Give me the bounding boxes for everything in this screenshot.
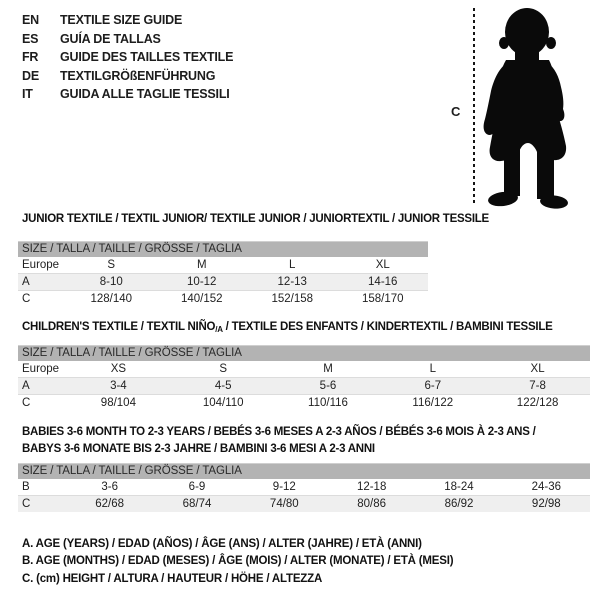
baby-silhouette-icon	[481, 4, 597, 210]
lang-row-de	[22, 67, 233, 86]
table-cell: L	[429, 363, 436, 375]
table-cell: XL	[375, 259, 390, 271]
lang-title: GUÍA DE TALLAS	[60, 31, 161, 46]
table-cell: 12-13	[277, 275, 307, 288]
row-label: C	[22, 498, 31, 510]
size-header-band: SIZE / TALLA / TAILLE / GRÖSSE / TAGLIA	[18, 241, 428, 257]
table-cell: 3-4	[110, 379, 127, 392]
table-row-age	[18, 274, 428, 291]
table-cell: 9-12	[272, 481, 296, 493]
lang-title: TEXTILE SIZE GUIDE	[60, 13, 183, 27]
lang-title: GUIDA ALLE TAGLIE TESSILI	[60, 87, 230, 102]
legend-age-years: A. AGE (YEARS) / EDAD (AÑOS) / ÂGE (ANS) / ALTER (JAHRE) / ETÀ (ANNI)	[22, 538, 422, 550]
lang-code: DE	[22, 68, 39, 83]
lang-code: EN	[22, 13, 39, 27]
lang-title: TEXTILGRÖßENFÜHRUNG	[60, 68, 216, 83]
legend	[22, 536, 453, 588]
table-cell: M	[323, 363, 333, 375]
table-cell: 128/140	[90, 292, 133, 305]
row-label: Europe	[22, 363, 60, 375]
babies-title-line2: BABYS 3-6 MONATE BIS 2-3 JAHRE / BAMBINI 3-6 MESI A 2-3 ANNI	[22, 442, 375, 455]
table-cell: 8-10	[99, 275, 123, 288]
table-row-height	[18, 290, 428, 307]
lang-row-en	[22, 11, 233, 30]
table-cell: 62/68	[95, 498, 125, 510]
table-row-age	[18, 378, 590, 395]
table-cell: 24-36	[531, 481, 562, 493]
lang-code: IT	[22, 87, 33, 102]
table-cell: 18-24	[444, 481, 474, 493]
children-size-table	[18, 345, 590, 411]
table-cell: M	[196, 259, 207, 271]
table-cell: 6-7	[424, 379, 442, 392]
table-cell: 68/74	[182, 498, 212, 510]
table-cell: 12-18	[356, 481, 387, 493]
row-label: Europe	[22, 259, 60, 271]
table-cell: S	[219, 363, 228, 375]
row-label: B	[22, 481, 30, 493]
table-cell: 140/152	[180, 292, 223, 305]
language-title-block	[22, 11, 233, 104]
junior-size-table	[18, 241, 428, 307]
row-label: A	[22, 379, 30, 392]
table-cell: 158/170	[361, 292, 404, 305]
table-cell: 98/104	[100, 396, 136, 409]
row-label: A	[22, 275, 30, 288]
title-text: / TEXTILE DES ENFANTS / KINDERTEXTIL / BAMBINI TESSILE	[222, 321, 553, 333]
height-marker-label: C	[451, 104, 461, 119]
lang-code: ES	[22, 31, 39, 46]
table-cell: 122/128	[516, 396, 559, 409]
table-cell: 74/80	[269, 498, 299, 510]
lang-code: FR	[22, 50, 39, 65]
table-cell: 104/110	[202, 396, 244, 409]
height-measure-dashed-line	[473, 8, 475, 206]
table-cell: 86/92	[444, 498, 474, 510]
table-cell: 14-16	[368, 275, 398, 288]
table-cell: L	[289, 259, 296, 271]
children-table-title	[22, 321, 553, 334]
table-cell: 5-6	[319, 379, 337, 392]
babies-title-line1: BABIES 3-6 MONTH TO 2-3 YEARS / BEBÉS 3-6 MESES A 2-3 AÑOS / BÉBÉS 3-6 MOIS À 2-3 ANS /	[22, 426, 536, 438]
table-cell: 80/86	[357, 498, 387, 510]
table-row-height	[18, 496, 590, 513]
table-cell: 110/116	[308, 396, 348, 409]
table-row-europe	[18, 257, 428, 274]
lang-row-es	[22, 30, 233, 49]
legend-height: C. (cm) HEIGHT / ALTURA / HAUTEUR / HÖHE / ALTEZZA	[22, 572, 323, 585]
lang-row-fr	[22, 48, 233, 67]
table-cell: XL	[530, 363, 545, 375]
lang-row-it	[22, 85, 233, 104]
table-cell: 3-6	[101, 481, 118, 493]
table-cell: 4-5	[214, 379, 232, 392]
babies-table-title	[22, 424, 536, 457]
row-label: C	[22, 396, 31, 409]
table-row-europe	[18, 361, 590, 378]
title-text: CHILDREN'S TEXTILE / TEXTIL NIÑO	[22, 321, 216, 333]
table-cell: 116/122	[412, 396, 454, 409]
table-row-height	[18, 394, 590, 411]
table-cell: S	[107, 259, 116, 271]
size-header-band: SIZE / TALLA / TAILLE / GRÖSSE / TAGLIA	[18, 345, 590, 361]
table-cell: 10-12	[187, 275, 217, 288]
lang-title: GUIDE DES TAILLES TEXTILE	[60, 50, 234, 65]
title-subscript: /A	[215, 325, 223, 334]
junior-table-title: JUNIOR TEXTILE / TEXTIL JUNIOR/ TEXTILE JUNIOR / JUNIORTEXTIL / JUNIOR TESSILE	[22, 213, 489, 225]
row-label: C	[22, 292, 31, 305]
table-cell: 152/158	[271, 292, 314, 305]
legend-age-months: B. AGE (MONTHS) / EDAD (MESES) / ÂGE (MOIS) / ALTER (MONATE) / ETÀ (MESI)	[22, 555, 454, 568]
size-header-band: SIZE / TALLA / TAILLE / GRÖSSE / TAGLIA	[18, 463, 590, 479]
table-cell: XS	[110, 363, 127, 375]
table-row-age-months	[18, 479, 590, 496]
babies-size-table	[18, 463, 590, 512]
table-cell: 92/98	[531, 498, 561, 510]
table-cell: 7-8	[529, 379, 546, 392]
table-cell: 6-9	[188, 481, 206, 493]
